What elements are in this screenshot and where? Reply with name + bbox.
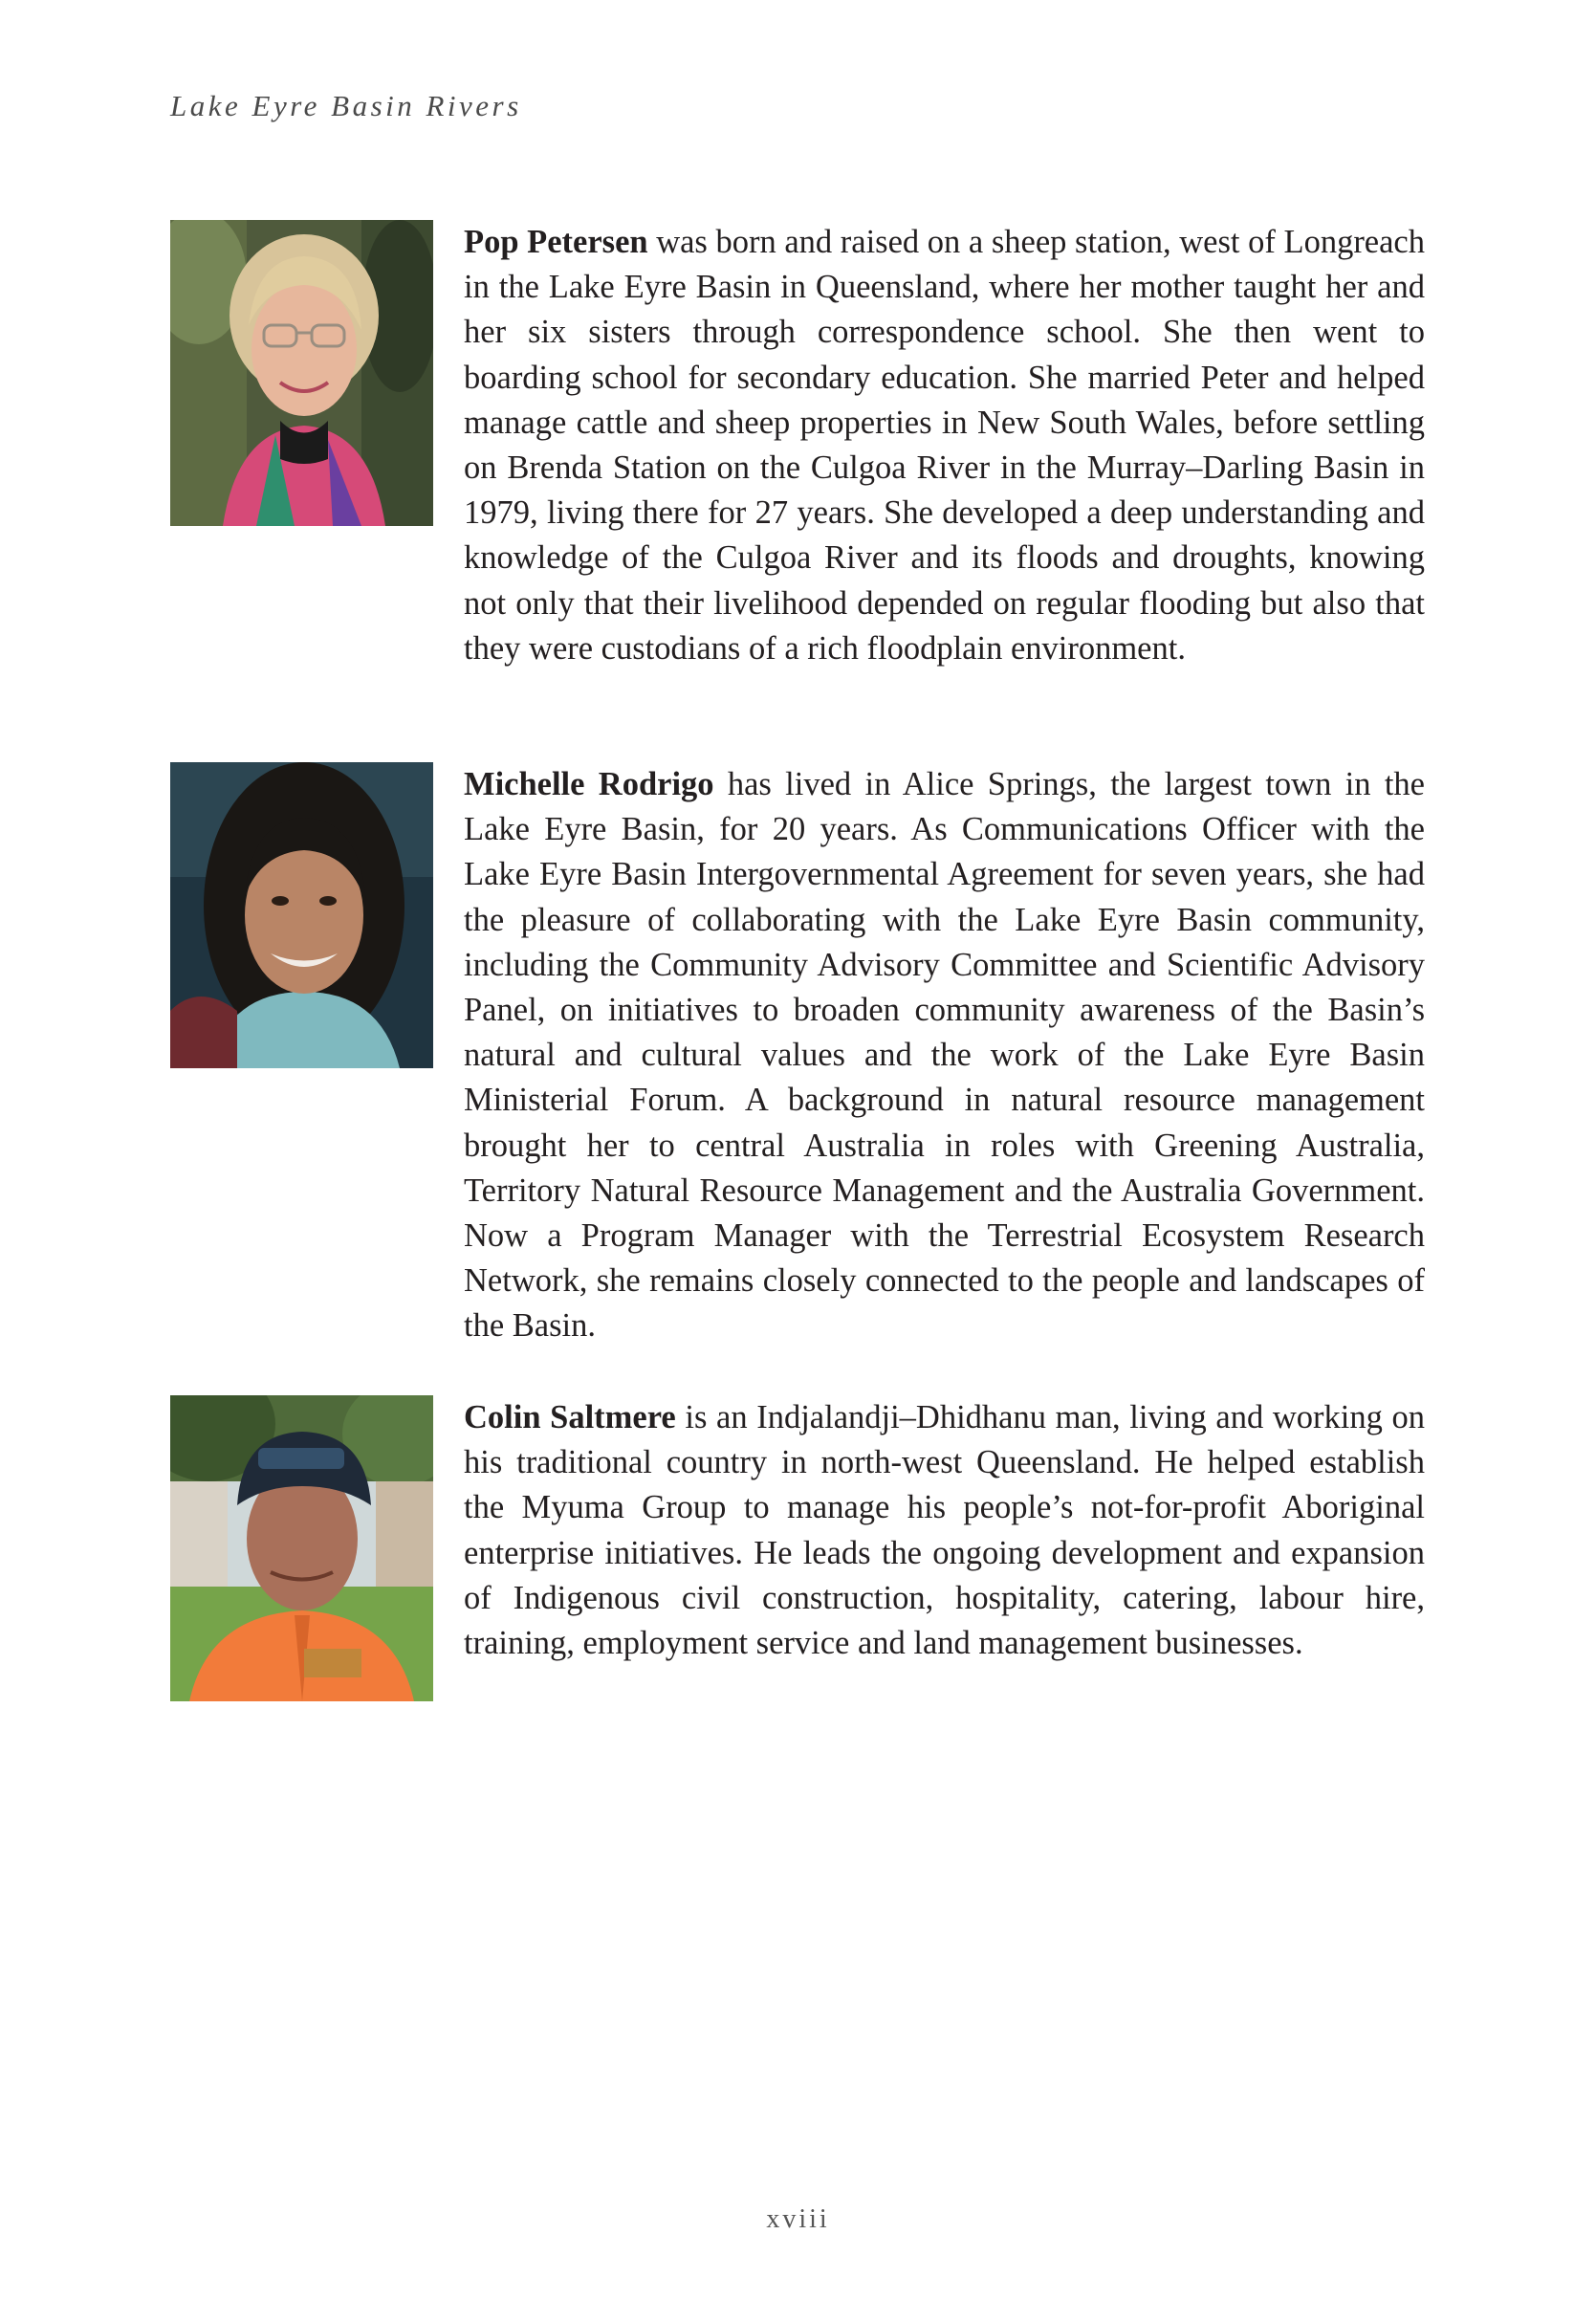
bio-body: has lived in Alice Springs, the largest town in the Lake Eyre Basin, for 20 years. As Communications Officer with the Lake Eyre Basin Intergovernmental Agreement for seven years, she had the pleasure of collaborating with the Lake Eyre Basin community, including the Community Advisory Committee and Scientific Advisory Panel, on initiatives to broaden community awareness of the Basin’s natural and cultural values and the work of the Lake Eyre Basin Ministerial Forum. A background in natural resource management brought her to central Australia in roles with Greening Australia, Territory Natural Resource Management and the Australia Government. Now a Program Manager with the Terrestrial Ecosystem Research Network, she remains closely connected to the people and landscapes of the Basin. [464,766,1425,1345]
portrait-photo [170,762,433,1068]
running-header: Lake Eyre Basin Rivers [170,89,522,122]
bio-body: is an Indjalandji–Dhidhanu man, living and working on his traditional country in north-west Queensland. He helped establish the Myuma Group to manage his people’s not-for-profit Aboriginal enterprise initiatives. He leads the ongoing development and expansion of Indigenous civil construction, hospitality, catering, labour hire, training, employment service and land management businesses. [464,1399,1426,1662]
person-name: Michelle Rodrigo [464,766,714,802]
bio-paragraph [464,1395,1425,1666]
portrait-photo [170,220,433,526]
portrait-photo [170,1395,433,1701]
person-name: Pop Petersen [464,224,648,260]
bio-paragraph [464,220,1425,671]
person-name: Colin Saltmere [464,1399,676,1435]
bio-body: was born and raised on a sheep station, west of Longreach in the Lake Eyre Basin in Queensland, where her mother taught her and her six sisters through correspondence school. She then went to boarding school for secondary education. She married Peter and helped manage cattle and sheep properties in New South Wales, before settling on Brenda Station on the Culgoa River in the Murray–Darling Basin in 1979, living there for 27 years. She developed a deep understanding and knowledge of the Culgoa River and its floods and droughts, knowing not only that their livelihood depended on regular flooding but also that they were custodians of a rich floodplain environment. [464,224,1425,667]
page-number: xviii [766,2204,830,2234]
bio-paragraph [464,762,1425,1349]
